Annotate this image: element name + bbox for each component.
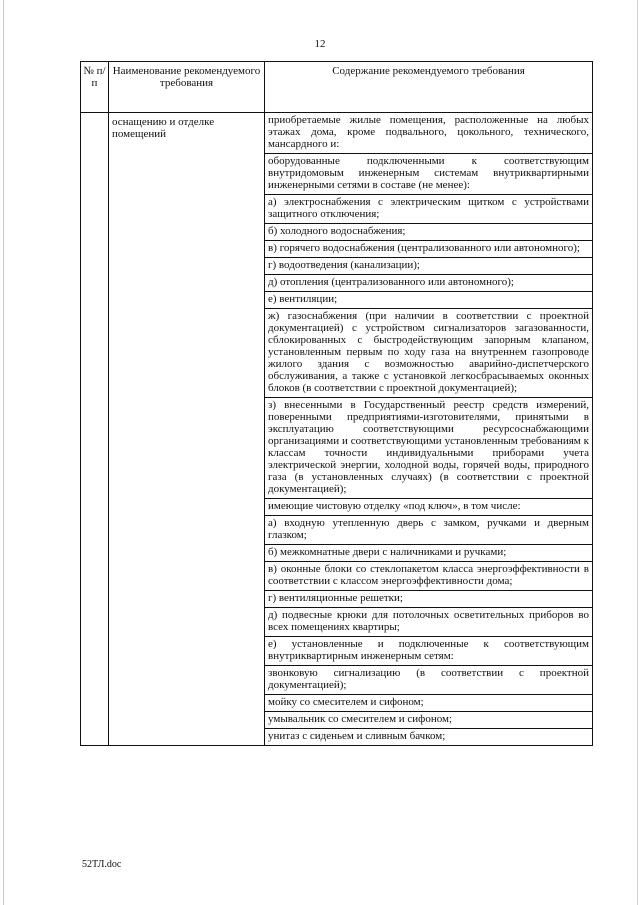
requirement-content-cell <box>265 113 593 746</box>
header-name: Наименование рекомендуемого требования <box>109 62 265 113</box>
scan-edge-right <box>637 0 638 905</box>
content-paragraph: г) водоотведения (канализации); <box>265 258 592 275</box>
footer-filename: 52ТЛ.doc <box>82 859 122 870</box>
content-paragraph: з) внесенными в Государственный реестр средств измерений, поверенными предприятиями-изготовителями, принятыми в эксплуатацию соответствующими ресурсоснабжающими организациями и соответствующими установленным требованиям к классам точности индивидуальными приборами учета электрической энергии, холодной воды, горячей воды, природного газа (в установленных случаях) (в соответствии с проектной документацией); <box>265 398 592 499</box>
content-paragraph: е) вентиляции; <box>265 292 592 309</box>
requirement-name-cell: оснащению и отделке помещений <box>109 113 265 746</box>
content-paragraph: г) вентиляционные решетки; <box>265 591 592 608</box>
requirements-table <box>80 61 593 746</box>
table-header-row <box>81 62 593 113</box>
content-paragraph: имеющие чистовую отделку «под ключ», в том числе: <box>265 499 592 516</box>
scan-edge-left <box>3 0 4 905</box>
content-paragraph: звонковую сигнализацию (в соответствии с проектной документацией); <box>265 666 592 695</box>
content-paragraph: а) входную утепленную дверь с замком, ручками и дверным глазком; <box>265 516 592 545</box>
content-paragraph: ж) газоснабжения (при наличии в соответствии с проектной документацией) с устройством сигнализаторов загазованности, сблокированных с быстродействующим запорным клапаном, установленным первым по ходу газа на внутреннем газопроводе жилого здания с возможностью аварийно-диспетчерского обслуживания, а также с установкой легкосбрасываемых оконных блоков (в соответствии с проектной документацией); <box>265 309 592 398</box>
content-paragraph: а) электроснабжения с электрическим щитком с устройствами защитного отключения; <box>265 195 592 224</box>
table-row <box>81 113 593 746</box>
content-paragraph: мойку со смесителем и сифоном; <box>265 695 592 712</box>
content-paragraph: д) отопления (централизованного или автономного); <box>265 275 592 292</box>
content-paragraph: оборудованные подключенными к соответствующим внутридомовым инженерным системам внутриквартирными инженерными сетями в составе (не менее): <box>265 154 592 195</box>
content-paragraph: б) холодного водоснабжения; <box>265 224 592 241</box>
content-paragraph: умывальник со смесителем и сифоном; <box>265 712 592 729</box>
page-number: 12 <box>314 38 326 50</box>
header-number: № п/п <box>81 62 109 113</box>
content-paragraph: б) межкомнатные двери с наличниками и ручками; <box>265 545 592 562</box>
content-paragraph: унитаз с сиденьем и сливным бачком; <box>268 730 446 742</box>
content-paragraph: в) оконные блоки со стеклопакетом класса энергоэффективности в соответствии с классом энергоэффективности дома; <box>265 562 592 591</box>
content-paragraph: приобретаемые жилые помещения, расположенные на любых этажах дома, кроме подвального, цокольного, технического, мансардного и: <box>265 113 592 154</box>
content-paragraph: е) установленные и подключенные к соответствующим внутриквартирным инженерным сетям: <box>265 637 592 666</box>
header-content: Содержание рекомендуемого требования <box>265 62 593 113</box>
content-paragraph: в) горячего водоснабжения (централизованного или автономного); <box>265 241 592 258</box>
row-number-cell <box>81 113 109 746</box>
content-paragraph: д) подвесные крюки для потолочных осветительных приборов во всех помещениях квартиры; <box>265 608 592 637</box>
